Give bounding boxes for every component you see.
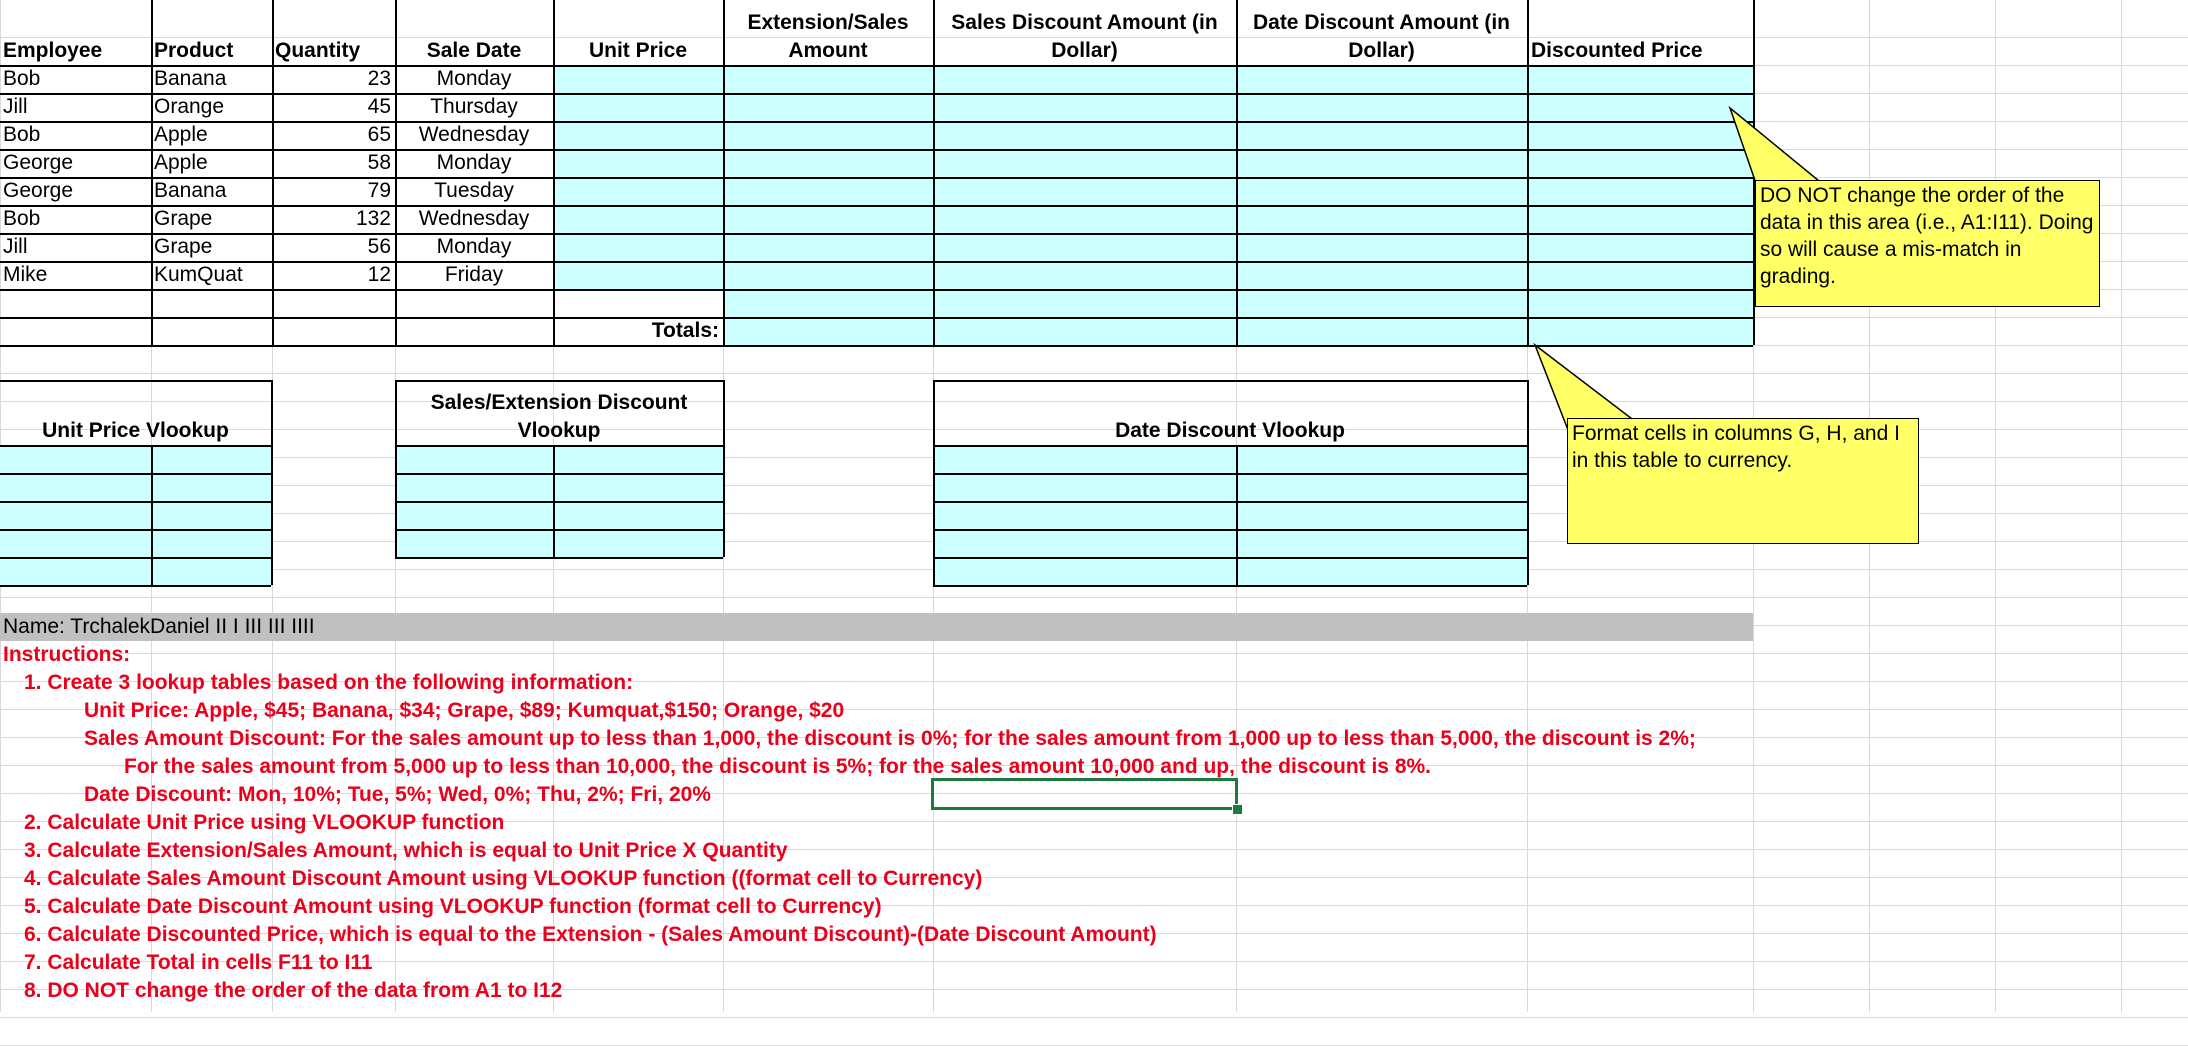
cell-quantity[interactable]: 58 xyxy=(367,151,391,174)
cell-employee[interactable]: Mike xyxy=(3,263,48,286)
cell-sale-date[interactable]: Tuesday xyxy=(434,179,514,202)
instruction-line: 5. Calculate Date Discount Amount using VLOOKUP function (format cell to Currency) xyxy=(24,895,882,918)
totals-label: Totals: xyxy=(651,319,719,342)
cell-product[interactable]: Banana xyxy=(154,179,227,202)
header-date-discount: Date Discount Amount (in Dollar) xyxy=(1252,11,1511,62)
sales-extension-lookup-title: Sales/Extension Discount Vlookup xyxy=(430,391,688,442)
student-name: Name: TrchalekDaniel II I III III IIII xyxy=(3,615,315,638)
cell-product[interactable]: Grape xyxy=(154,207,213,230)
instruction-line: 8. DO NOT change the order of the data from A1 to I12 xyxy=(24,979,563,1002)
cell-quantity[interactable]: 132 xyxy=(355,207,391,230)
header-sale-date: Sale Date xyxy=(426,39,522,62)
unit-price-lookup-title: Unit Price Vlookup xyxy=(42,419,229,442)
cell-product[interactable]: Grape xyxy=(154,235,213,258)
instruction-line: 2. Calculate Unit Price using VLOOKUP function xyxy=(24,811,505,834)
cell-quantity[interactable]: 56 xyxy=(367,235,391,258)
cell-sale-date[interactable]: Monday xyxy=(436,67,512,90)
cell-quantity[interactable]: 12 xyxy=(367,263,391,286)
cell-employee[interactable]: Bob xyxy=(3,67,41,90)
instruction-line: Sales Amount Discount: For the sales amount up to less than 1,000, the discount is 0%; for the sales amount from 1,000 up to less than 5,000, the discount is 2%; xyxy=(84,727,1696,750)
instruction-line: Unit Price: Apple, $45; Banana, $34; Grape, $89; Kumquat,$150; Orange, $20 xyxy=(84,699,845,722)
cell-sale-date[interactable]: Monday xyxy=(436,151,512,174)
header-employee: Employee xyxy=(3,39,103,62)
cell-quantity[interactable]: 79 xyxy=(367,179,391,202)
cell-employee[interactable]: Bob xyxy=(3,207,41,230)
header-sales-discount: Sales Discount Amount (in Dollar) xyxy=(951,11,1218,62)
cell-sale-date[interactable]: Monday xyxy=(436,235,512,258)
instruction-line: 4. Calculate Sales Amount Discount Amount using VLOOKUP function ((format cell to Currency) xyxy=(24,867,983,890)
cell-product[interactable]: Apple xyxy=(154,151,208,174)
cell-employee[interactable]: George xyxy=(3,151,74,174)
cell-sale-date[interactable]: Thursday xyxy=(430,95,518,118)
header-quantity: Quantity xyxy=(275,39,361,62)
cell-employee[interactable]: George xyxy=(3,179,74,202)
instruction-line: 3. Calculate Extension/Sales Amount, which is equal to Unit Price X Quantity xyxy=(24,839,788,862)
cell-employee[interactable]: Jill xyxy=(3,95,28,118)
cell-quantity[interactable]: 45 xyxy=(367,95,391,118)
cell-quantity[interactable]: 65 xyxy=(367,123,391,146)
note-format-currency[interactable]: Format cells in columns G, H, and I in this table to currency. xyxy=(1567,418,1919,544)
date-discount-lookup-title: Date Discount Vlookup xyxy=(1115,419,1345,442)
header-extension: Extension/Sales Amount xyxy=(747,11,909,62)
cell-employee[interactable]: Bob xyxy=(3,123,41,146)
cell-product[interactable]: KumQuat xyxy=(154,263,243,286)
header-unit-price: Unit Price xyxy=(588,39,688,62)
header-discounted-price: Discounted Price xyxy=(1531,39,1703,62)
cell-sale-date[interactable]: Wednesday xyxy=(418,123,530,146)
instruction-line: 7. Calculate Total in cells F11 to I11 xyxy=(24,951,373,974)
cell-product[interactable]: Apple xyxy=(154,123,208,146)
note-order-warning[interactable]: DO NOT change the order of the data in this area (i.e., A1:I11). Doing so will cause a mis-match in grading. xyxy=(1755,180,2100,307)
header-product: Product xyxy=(154,39,234,62)
cell-product[interactable]: Banana xyxy=(154,67,227,90)
cell-quantity[interactable]: 23 xyxy=(367,67,391,90)
fill-handle[interactable] xyxy=(1232,804,1243,815)
selected-cell[interactable] xyxy=(931,778,1238,810)
instruction-line: 1. Create 3 lookup tables based on the following information: xyxy=(24,671,634,694)
instruction-line: For the sales amount from 5,000 up to less than 10,000, the discount is 5%; for the sales amount 10,000 and up, the discount is 8%. xyxy=(124,755,1432,778)
instruction-line: 6. Calculate Discounted Price, which is equal to the Extension - (Sales Amount Discount)-(Date Discount Amount) xyxy=(24,923,1157,946)
instructions-title: Instructions: xyxy=(3,643,131,666)
cell-sale-date[interactable]: Wednesday xyxy=(418,207,530,230)
cell-sale-date[interactable]: Friday xyxy=(444,263,504,286)
cell-product[interactable]: Orange xyxy=(154,95,225,118)
cell-employee[interactable]: Jill xyxy=(3,235,28,258)
instruction-line: Date Discount: Mon, 10%; Tue, 5%; Wed, 0%; Thu, 2%; Fri, 20% xyxy=(84,783,711,806)
